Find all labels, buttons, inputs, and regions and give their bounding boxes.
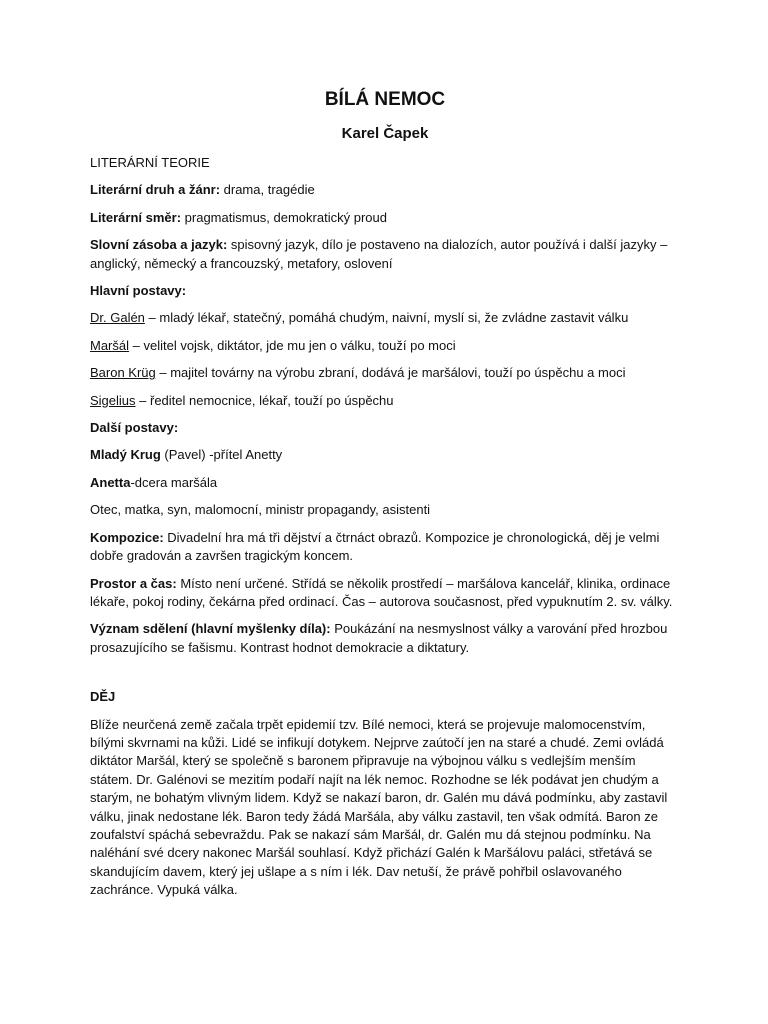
other-character-anetta xyxy=(90,474,680,492)
other-characters-list: Otec, matka, syn, malomocní, ministr propagandy, asistenti xyxy=(90,502,431,518)
literary-movement xyxy=(90,209,680,227)
meaning xyxy=(90,620,680,657)
character-desc: – velitel vojsk, diktátor, jde mu jen o válku, touží po moci xyxy=(129,337,456,353)
composition-label: Kompozice: xyxy=(90,529,164,545)
meaning-label: Význam sdělení (hlavní myšlenky díla): xyxy=(90,621,331,637)
vocabulary-language-label: Slovní zásoba a jazyk: xyxy=(90,237,228,253)
character-desc: -dcera maršála xyxy=(130,474,218,490)
character-desc: – majitel továrny na výrobu zbraní, dodává je maršálovi, touží po úspěchu a moci xyxy=(155,365,626,381)
literary-movement-text: pragmatismus, demokratický proud xyxy=(181,209,387,225)
character-name: Baron Krüg xyxy=(90,365,156,381)
document-title: BÍLÁ NEMOC xyxy=(324,89,446,110)
other-characters-heading: Další postavy: xyxy=(90,420,179,436)
document-content xyxy=(90,88,680,909)
literary-genre xyxy=(90,181,680,199)
space-and-time-text: Místo není určené. Střídá se několik prostředí – maršálova kancelář, klinika, ordinace lékaře, pokoj rodiny, čekárna před ordinací. Čas – autorova současnost, před vypuknutím 2. sv. války. xyxy=(90,575,673,609)
main-character-galen xyxy=(90,309,680,327)
character-name: Anetta xyxy=(90,474,131,490)
composition xyxy=(90,529,680,566)
composition-text: Divadelní hra má tři dějství a čtrnáct obrazů. Kompozice je chronologická, děj je velmi dobře gradován a završen tragickým koncem. xyxy=(90,529,660,564)
vocabulary-language-text: spisovný jazyk, dílo je postaveno na dialozích, autor používá i další jazyky – anglický, německý a francouzský, metafory, oslovení xyxy=(90,237,668,271)
meaning-text: Poukázání na nesmyslnost války a varování před hrozbou prosazujícího se fašismu. Kontrast hodnot demokracie a diktatury. xyxy=(90,621,668,655)
literary-movement-label: Literární směr: xyxy=(90,209,182,225)
main-character-sigelius xyxy=(90,392,680,410)
plot-text: Blíže neurčená země začala trpět epidemií tzv. Bílé nemoci, která se projevuje malomocenstvím, bílými skvrnami na kůži. Lidé se infikují dotykem. Nejprve zaútočí jen na staré a chudé. Zemi ovládá diktátor Maršál, který se společně s baronem připravuje na výbojnou válku s vedlejším menším státem. Dr. Galénovi se mezitím podaří najít na lék nemoc. Rozhodne se lék podávat jen chudým a starým, ne bohatým vlivným lidem. Když se nakazí baron, dr. Galén mu dává podmínku, aby zastavil válku, jinak nedostane lék. Baron tedy žádá Maršála, aby válku zastavil, ten však odmítá. Baron ze zoufalství spáchá sebevraždu. Pak se nakazí sám Maršál, dr. Galén mu dá stejnou podmínku. Na naléhání své dcery nakonec Maršál souhlasí. Když přichází Galén k Maršálovu paláci, střetává se skandujícím davem, který jej ušlape a s ním i lék. Dav netuší, že právě pohřbil oslavovaného zachránce. Vypuká válka. xyxy=(90,716,668,898)
space-and-time-label: Prostor a čas: xyxy=(90,575,177,591)
plot-heading: DĚJ xyxy=(90,689,116,705)
main-character-krug xyxy=(90,364,680,382)
character-name: Maršál xyxy=(90,337,130,353)
main-character-marsal xyxy=(90,337,680,355)
literary-genre-label: Literární druh a žánr: xyxy=(90,182,221,198)
theory-heading: LITERÁRNÍ TEORIE xyxy=(90,155,210,170)
space-and-time xyxy=(90,575,680,612)
document-author: Karel Čapek xyxy=(341,125,429,142)
main-characters-heading: Hlavní postavy: xyxy=(90,283,187,299)
literary-genre-text: drama, tragédie xyxy=(220,182,315,198)
character-name: Sigelius xyxy=(90,392,136,408)
character-desc: – mladý lékař, statečný, pomáhá chudým, naivní, myslí si, že zvládne zastavit válku xyxy=(144,310,629,326)
character-desc: (Pavel) -přítel Anetty xyxy=(160,447,283,463)
vocabulary-language xyxy=(90,236,680,273)
character-name: Mladý Krug xyxy=(90,447,161,463)
other-character-mlady-krug xyxy=(90,446,680,464)
character-name: Dr. Galén xyxy=(90,310,145,326)
section-spacer xyxy=(90,666,680,688)
character-desc: – ředitel nemocnice, lékař, touží po úspěchu xyxy=(135,392,394,408)
